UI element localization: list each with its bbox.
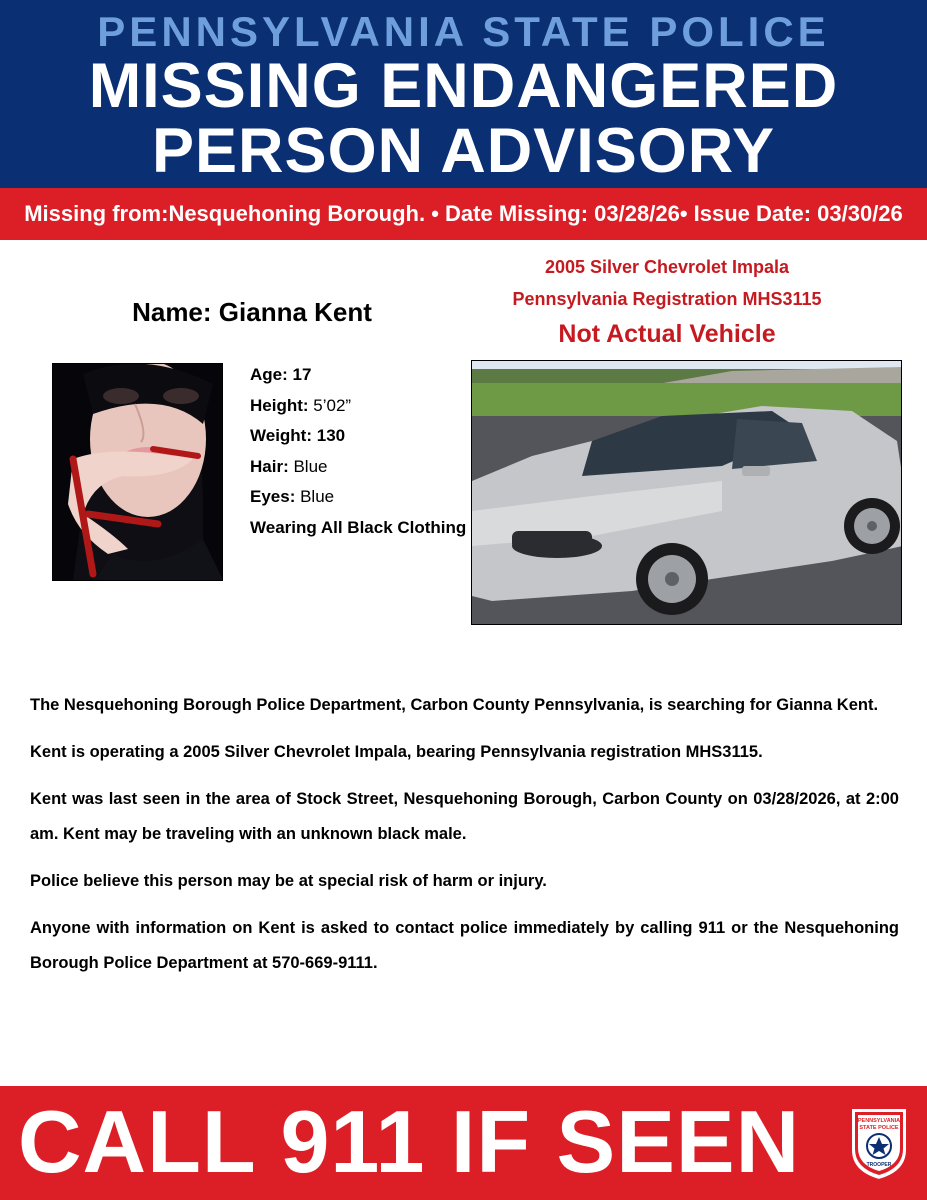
call-911-banner [0,1086,927,1200]
detail-value: 17 [292,365,312,384]
issue-date-value: 03/30/26 [817,201,903,226]
missing-from-label: Missing from: [24,201,169,226]
date-missing-value: 03/28/26 [594,201,680,226]
advisory-header [0,0,927,188]
detail-label: Age: [250,365,293,384]
name-label: Name: [132,297,219,327]
detail-age [250,360,466,391]
detail-value: Blue [293,456,328,476]
person-name-line [52,297,452,328]
detail-label: Eyes: [250,487,301,506]
date-missing-label: Date Missing: [445,201,595,226]
detail-label: Height: [250,395,314,415]
call-911-text: CALL 911 IF SEEN [18,1092,801,1191]
detail-label: Weight: [250,426,317,445]
vehicle-disclaimer: Not Actual Vehicle [558,320,776,348]
badge-bottom-text: TROOPER [866,1162,892,1168]
detail-eyes [250,482,466,513]
vehicle-model: 2005 Silver Chevrolet Impala [544,257,790,277]
advisory-body [30,688,899,993]
info-separator: • [425,201,446,226]
advisory-title-line1: MISSING ENDANGERED [88,51,839,121]
badge-top-text: PENNSYLVANIA [857,1118,901,1124]
missing-info-bar [0,188,927,240]
detail-clothing [250,513,466,544]
person-details [250,360,466,543]
detail-hair [250,452,466,483]
agency-name: PENNSYLVANIA STATE POLICE [97,8,830,55]
body-paragraph: Police believe this person may be at special risk of harm or injury. [30,872,547,890]
state-police-badge-icon [845,1104,913,1182]
clothing-text: Wearing All Black Clothing [250,517,467,537]
body-paragraph: The Nesquehoning Borough Police Department, Carbon County Pennsylvania, is searching for Gianna Kent. [30,696,879,714]
detail-weight [250,421,466,452]
detail-height [250,391,466,422]
detail-value: 5’02” [313,395,352,415]
car-photo-icon [471,360,902,625]
body-paragraph: Anyone with information on Kent is asked to contact police immediately by calling 911 or the Nesquehoning Borough Police Department at 570-669-9111. [30,919,899,972]
vehicle-registration: Pennsylvania Registration MHS3115 [512,289,822,309]
badge-mid-text: STATE POLICE [859,1125,899,1131]
issue-date-label: Issue Date: [693,201,818,226]
person-photo-icon [53,364,223,581]
body-paragraph: Kent is operating a 2005 Silver Chevrolet Impala, bearing Pennsylvania registration MHS3115. [30,743,763,761]
detail-label: Hair: [250,456,294,476]
advisory-title-line2: PERSON ADVISORY [152,116,775,186]
missing-from-value: Nesquehoning Borough. [168,201,426,226]
body-paragraph: Kent was last seen in the area of Stock Street, Nesquehoning Borough, Carbon County on 03/28/2026, at 2:00 am. Kent may be traveling with an unknown black male. [30,790,899,843]
person-name: Gianna Kent [218,297,372,327]
info-separator: • [679,201,694,226]
detail-value: Blue [300,487,335,506]
car-photo-icon [472,361,902,625]
person-photo-icon [52,363,223,581]
detail-value: 130 [316,426,346,445]
